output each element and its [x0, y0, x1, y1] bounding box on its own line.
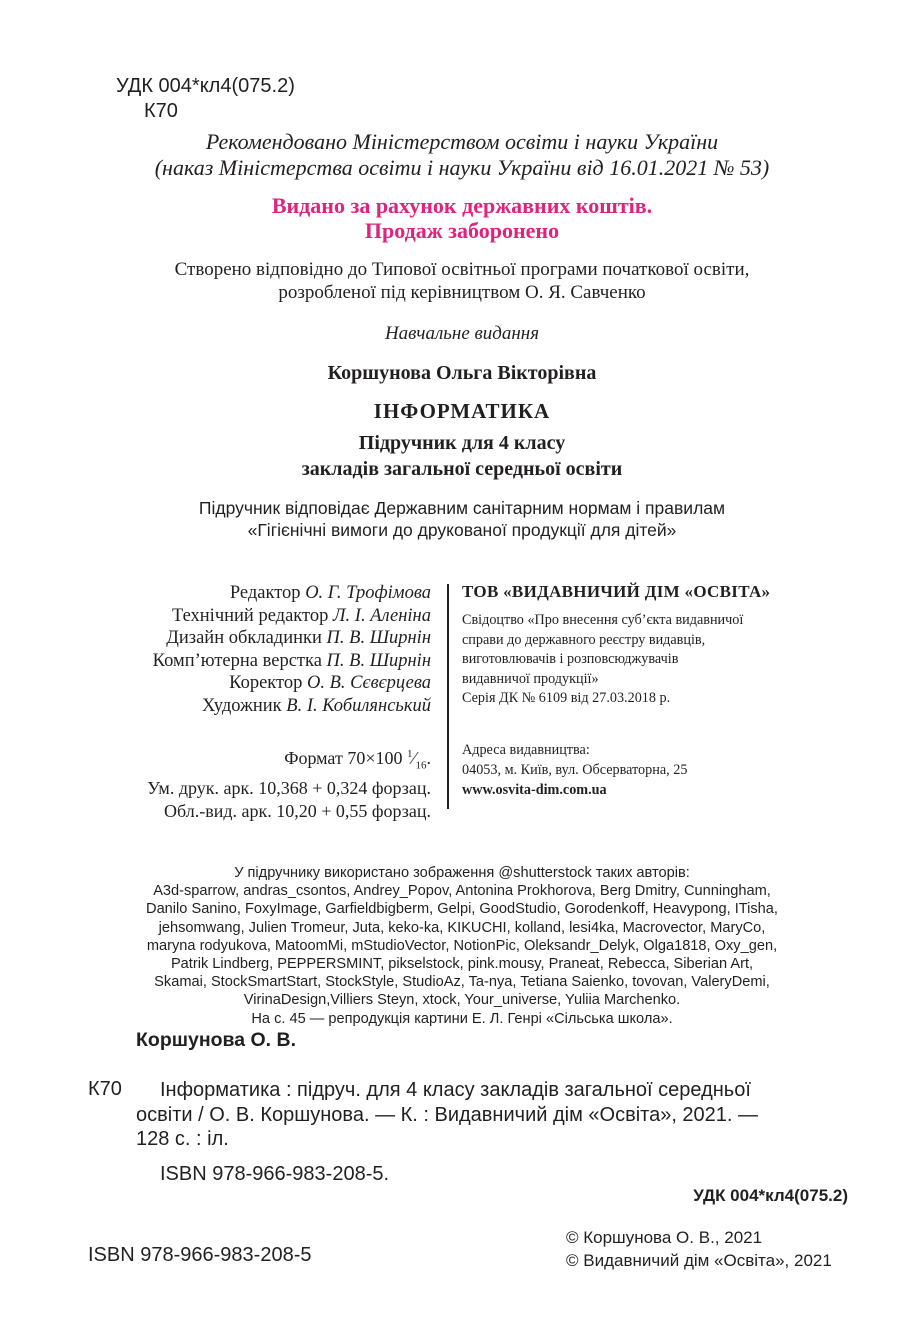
- copyright-block: [566, 1226, 832, 1272]
- publisher-certificate: [462, 611, 743, 709]
- image-credits: [0, 864, 924, 1028]
- ministry-recommendation: [0, 129, 924, 181]
- certificate-line: справи до державного реєстру видавців,: [462, 631, 706, 648]
- credits-line: jehsomwang, Julien Tromeur, Juta, keko-ka, KIKUCHI, kolland, lesi4ka, Macrovector, MaryCo,: [158, 919, 766, 936]
- column-divider: [447, 584, 449, 809]
- udk-code: УДК 004*кл4(075.2): [116, 75, 295, 97]
- certificate-line: Серія ДК № 6109 від 27.03.2018 р.: [462, 690, 671, 706]
- bibliography-author: Коршунова О. В.: [136, 1029, 297, 1051]
- bibliography-line: 128 с. : іл.: [136, 1128, 229, 1150]
- publisher-name: ТОВ «ВИДАВНИЧИЙ ДІМ «ОСВІТА»: [462, 582, 771, 601]
- certificate-line: Свідоцтво «Про внесення суб’єкта видавничої: [462, 612, 744, 628]
- sanitary-compliance: [0, 497, 924, 541]
- recommendation-line-1: Рекомендовано Міністерством освіти і науки України: [205, 129, 719, 154]
- staff-credits: [153, 582, 431, 717]
- sanitary-line-1: Підручник відповідає Державним санітарним нормам і правилам: [198, 498, 726, 518]
- edition-type: Навчальне видання: [384, 323, 540, 344]
- credits-line: A3d-sparrow, andras_csontos, Andrey_Popov, Antonina Prokhorova, Berg Dmitry, Cunningham,: [153, 883, 771, 900]
- bibliography-line: Інформатика : підруч. для 4 класу закладів загальної середньої: [160, 1079, 751, 1101]
- staff-row: Дизайн обкладинки П. В. Ширнін: [166, 628, 431, 648]
- staff-row: Художник В. І. Кобилянський: [202, 695, 431, 716]
- library-index: К70: [144, 100, 178, 122]
- format-info: [147, 743, 431, 822]
- textbook-description: [0, 430, 924, 482]
- publisher-address: [462, 740, 687, 800]
- isbn-bottom: ISBN 978-966-983-208-5: [88, 1244, 312, 1266]
- funding-line-2: Продаж заборонено: [364, 218, 560, 243]
- textbook-line-1: Підручник для 4 класу: [358, 432, 566, 454]
- address-label: Адреса видавництва:: [462, 742, 590, 758]
- state-funds-notice: [0, 193, 924, 243]
- program-line-1: Створено відповідно до Типової освітньої програми початкової освіти,: [174, 259, 750, 280]
- udk-bottom: УДК 004*кл4(075.2): [693, 1186, 848, 1205]
- address-value: 04053, м. Київ, вул. Обсерваторна, 25: [462, 762, 688, 778]
- paper-format: Формат 70×100 $^1⁄_{16}$.: [284, 748, 431, 772]
- subject-title: ІНФОРМАТИКА: [373, 399, 551, 423]
- credits-line: VirinaDesign,Villiers Steyn, xtock, Your_universe, Yuliia Marchenko.: [243, 992, 681, 1009]
- author-full-name: Коршунова Ольга Вікторівна: [327, 362, 597, 384]
- copyright-line: © Видавничий дім «Освіта», 2021: [566, 1251, 832, 1270]
- credits-line: На с. 45 — репродукція картини Е. Л. Генрі «Сільська школа».: [251, 1010, 673, 1027]
- bibliography-description: [136, 1078, 758, 1152]
- staff-row: Комп’ютерна верстка П. В. Ширнін: [152, 650, 431, 671]
- bibliography-line: освіти / О. В. Коршунова. — К. : Видавничий дім «Освіта», 2021. —: [136, 1103, 759, 1126]
- staff-row: Редактор О. Г. Трофімова: [229, 583, 431, 603]
- credits-line: Patrik Lindberg, PEPPERSMINT, pikselstock, pink.mousy, Praneat, Rebecca, Siberian Art,: [170, 956, 754, 973]
- certificate-line: виготовлювачів і розповсюджувачів: [462, 651, 679, 667]
- publisher-website: www.osvita-dim.com.ua: [462, 782, 607, 798]
- textbook-line-2: закладів загальної середньої освіти: [301, 458, 623, 480]
- staff-row: Технічний редактор Л. І. Аленіна: [171, 605, 431, 626]
- bibliography-isbn: ISBN 978-966-983-208-5.: [160, 1163, 390, 1185]
- credits-line: У підручнику використано зображення @shutterstock таких авторів:: [234, 865, 690, 881]
- sanitary-line-2: «Гігієнічні вимоги до друкованої продукції для дітей»: [247, 520, 677, 540]
- recommendation-line-2: (наказ Міністерства освіти і науки України від 16.01.2021 № 53): [154, 155, 770, 180]
- bibliography-index: К70: [88, 1078, 122, 1100]
- funding-line-1: Видано за рахунок державних коштів.: [271, 193, 653, 218]
- credits-line: maryna rodyukova, MatoomMi, mStudioVector, NotionPic, Oleksandr_Delyk, Olga1818, Oxy_gen,: [146, 937, 778, 954]
- program-line-2: розробленої під керівництвом О. Я. Савченко: [278, 282, 646, 303]
- publisher-sheets: Обл.-вид. арк. 10,20 + 0,55 форзац.: [164, 800, 431, 821]
- program-note: [0, 258, 924, 304]
- credits-line: Danilo Sanino, FoxyImage, Garfieldbigberm, Gelpi, GoodStudio, Gorodenkoff, Heavypong, ITisha,: [146, 901, 778, 918]
- certificate-line: видавничої продукції»: [462, 670, 599, 687]
- staff-row: Коректор О. В. Сєвєрцева: [229, 673, 431, 693]
- credits-line: Skamai, StockSmartStart, StockStyle, StudioAz, Ta-nya, Tetiana Saienko, tovovan, ValeryDemi,: [154, 974, 770, 991]
- copyright-line: © Коршунова О. В., 2021: [566, 1228, 763, 1247]
- print-sheets: Ум. друк. арк. 10,368 + 0,324 форзац.: [147, 778, 431, 799]
